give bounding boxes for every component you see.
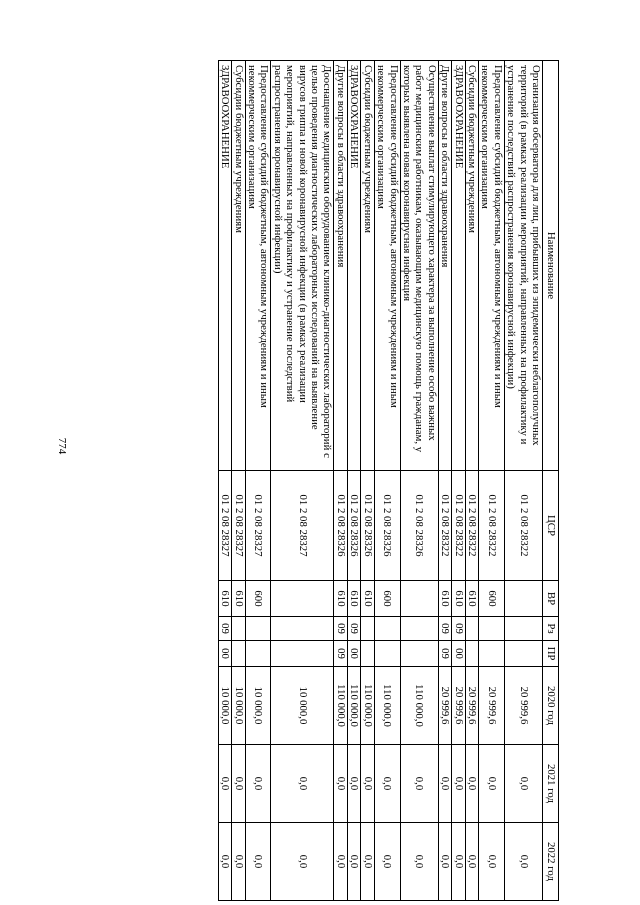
cell-name: Другие вопросы в области здравоохранения xyxy=(438,61,451,471)
table-row xyxy=(347,61,360,901)
table-row xyxy=(400,61,438,901)
cell-name: Предоставление субсидий бюджетным, автономным учреждениям и иным некоммерческим организациям xyxy=(245,61,271,471)
cell-2022: 0,0 xyxy=(245,823,271,901)
cell-pr: 09 xyxy=(334,641,347,667)
cell-csr: 01 2 08 28322 xyxy=(452,471,465,581)
cell-rz xyxy=(400,617,438,641)
cell-2021: 0,0 xyxy=(347,745,360,823)
cell-vr: 610 xyxy=(438,581,451,617)
cell-pr xyxy=(271,641,334,667)
cell-pr xyxy=(361,641,374,667)
table-body xyxy=(218,61,542,901)
cell-vr xyxy=(271,581,334,617)
rotated-table-container xyxy=(69,60,559,900)
table-header-row xyxy=(543,61,559,901)
table-row xyxy=(361,61,374,901)
cell-name: Дооснащение медицинским оборудованием клинико-диагностических лабораторий с целью проведения диагностических лабораторных исследований на выявление вирусов гриппа и новой коронавирусной инфекции (в рамках реализации мероприятий, направленных на профилактику и устранение последствий распространения коронавирусной инфекции) xyxy=(271,61,334,471)
cell-2020: 20 999,6 xyxy=(504,667,542,745)
cell-2021: 0,0 xyxy=(438,745,451,823)
cell-vr: 600 xyxy=(374,581,400,617)
cell-vr: 610 xyxy=(347,581,360,617)
cell-rz: 09 xyxy=(452,617,465,641)
cell-2022: 0,0 xyxy=(504,823,542,901)
cell-2021: 0,0 xyxy=(361,745,374,823)
budget-table xyxy=(218,60,559,901)
cell-rz xyxy=(271,617,334,641)
cell-2020: 110 000,0 xyxy=(374,667,400,745)
cell-2020: 20 999,6 xyxy=(465,667,478,745)
cell-2020: 110 000,0 xyxy=(361,667,374,745)
cell-pr: 00 xyxy=(218,641,231,667)
cell-2022: 0,0 xyxy=(478,823,504,901)
table-row xyxy=(271,61,334,901)
cell-csr: 01 2 08 28326 xyxy=(400,471,438,581)
cell-pr: 00 xyxy=(347,641,360,667)
table-row xyxy=(374,61,400,901)
cell-2020: 10 000,0 xyxy=(218,667,231,745)
cell-csr: 01 2 08 28322 xyxy=(504,471,542,581)
cell-2021: 0,0 xyxy=(245,745,271,823)
cell-2021: 0,0 xyxy=(400,745,438,823)
cell-2022: 0,0 xyxy=(347,823,360,901)
cell-csr: 01 2 08 28326 xyxy=(374,471,400,581)
cell-name: Предоставление субсидий бюджетным, автономным учреждениям и иным некоммерческим организациям xyxy=(374,61,400,471)
cell-2021: 0,0 xyxy=(334,745,347,823)
cell-2020: 20 999,6 xyxy=(438,667,451,745)
cell-2020: 110 000,0 xyxy=(400,667,438,745)
cell-csr: 01 2 08 28322 xyxy=(438,471,451,581)
cell-name: Субсидии бюджетным учреждениям xyxy=(361,61,374,471)
cell-2020: 20 999,6 xyxy=(478,667,504,745)
cell-2020: 20 999,6 xyxy=(452,667,465,745)
cell-2022: 0,0 xyxy=(232,823,245,901)
cell-vr: 610 xyxy=(452,581,465,617)
cell-name: Субсидии бюджетным учреждениям xyxy=(232,61,245,471)
cell-vr xyxy=(400,581,438,617)
cell-csr: 01 2 08 28326 xyxy=(334,471,347,581)
cell-pr: 09 xyxy=(438,641,451,667)
cell-rz: 09 xyxy=(334,617,347,641)
cell-name: ЗДРАВООХРАНЕНИЕ xyxy=(452,61,465,471)
cell-2022: 0,0 xyxy=(374,823,400,901)
cell-pr: 00 xyxy=(452,641,465,667)
cell-2021: 0,0 xyxy=(232,745,245,823)
table-row xyxy=(218,61,231,901)
cell-2021: 0,0 xyxy=(504,745,542,823)
cell-csr: 01 2 08 28327 xyxy=(245,471,271,581)
cell-name: Предоставление субсидий бюджетным, автономным учреждениям и иным некоммерческим организациям xyxy=(478,61,504,471)
header-name: Наименование xyxy=(543,61,559,471)
cell-rz xyxy=(465,617,478,641)
table-row xyxy=(465,61,478,901)
cell-2022: 0,0 xyxy=(271,823,334,901)
table-row xyxy=(478,61,504,901)
cell-vr: 610 xyxy=(361,581,374,617)
cell-csr: 01 2 08 28322 xyxy=(478,471,504,581)
table-row xyxy=(452,61,465,901)
header-2021: 2021 год xyxy=(543,745,559,823)
cell-2022: 0,0 xyxy=(452,823,465,901)
cell-2020: 110 000,0 xyxy=(347,667,360,745)
cell-pr xyxy=(374,641,400,667)
cell-csr: 01 2 08 28327 xyxy=(232,471,245,581)
cell-2022: 0,0 xyxy=(334,823,347,901)
cell-csr: 01 2 08 28327 xyxy=(218,471,231,581)
cell-2022: 0,0 xyxy=(400,823,438,901)
cell-csr: 01 2 08 28327 xyxy=(271,471,334,581)
cell-name: Осуществление выплат стимулирующего характера за выполнение особо важных работ медицинским работникам, оказывающим медицинскую помощь гражданам, у которых выявлена новая коронавирусная инфекция xyxy=(400,61,438,471)
cell-csr: 01 2 08 28326 xyxy=(347,471,360,581)
page-number: 774 xyxy=(56,437,68,455)
cell-pr xyxy=(245,641,271,667)
header-rz: Рз xyxy=(543,617,559,641)
cell-rz xyxy=(361,617,374,641)
cell-2021: 0,0 xyxy=(218,745,231,823)
cell-vr: 610 xyxy=(218,581,231,617)
header-csr: ЦСР xyxy=(543,471,559,581)
cell-2022: 0,0 xyxy=(438,823,451,901)
cell-csr: 01 2 08 28326 xyxy=(361,471,374,581)
cell-name: ЗДРАВООХРАНЕНИЕ xyxy=(347,61,360,471)
header-2022: 2022 год xyxy=(543,823,559,901)
cell-pr xyxy=(232,641,245,667)
cell-rz xyxy=(478,617,504,641)
table-row xyxy=(245,61,271,901)
cell-2021: 0,0 xyxy=(465,745,478,823)
cell-csr: 01 2 08 28322 xyxy=(465,471,478,581)
header-2020: 2020 год xyxy=(543,667,559,745)
cell-pr xyxy=(504,641,542,667)
cell-rz xyxy=(504,617,542,641)
cell-2022: 0,0 xyxy=(465,823,478,901)
table-row xyxy=(232,61,245,901)
cell-vr: 610 xyxy=(465,581,478,617)
cell-2021: 0,0 xyxy=(271,745,334,823)
cell-rz: 09 xyxy=(438,617,451,641)
cell-name: ЗДРАВООХРАНЕНИЕ xyxy=(218,61,231,471)
cell-2021: 0,0 xyxy=(452,745,465,823)
cell-rz xyxy=(374,617,400,641)
cell-name: Субсидии бюджетным учреждениям xyxy=(465,61,478,471)
table-row xyxy=(438,61,451,901)
header-pr: ПР xyxy=(543,641,559,667)
cell-vr: 600 xyxy=(478,581,504,617)
cell-2020: 10 000,0 xyxy=(232,667,245,745)
table-row xyxy=(504,61,542,901)
cell-2021: 0,0 xyxy=(478,745,504,823)
cell-pr xyxy=(478,641,504,667)
cell-vr: 600 xyxy=(245,581,271,617)
cell-2022: 0,0 xyxy=(361,823,374,901)
cell-rz xyxy=(232,617,245,641)
cell-name: Другие вопросы в области здравоохранения xyxy=(334,61,347,471)
cell-rz xyxy=(245,617,271,641)
cell-rz: 09 xyxy=(347,617,360,641)
cell-pr xyxy=(465,641,478,667)
header-vr: ВР xyxy=(543,581,559,617)
cell-2020: 10 000,0 xyxy=(245,667,271,745)
cell-2020: 110 000,0 xyxy=(334,667,347,745)
cell-pr xyxy=(400,641,438,667)
table-row xyxy=(334,61,347,901)
cell-vr: 610 xyxy=(334,581,347,617)
cell-vr: 610 xyxy=(232,581,245,617)
cell-2021: 0,0 xyxy=(374,745,400,823)
cell-rz: 09 xyxy=(218,617,231,641)
cell-name: Организация обсерватора для лиц, прибывших из эпидемически неблагополучных территорий (в рамках реализации мероприятий, направленных на профилактику и устранение последствий распространения коронавирусной инфекции) xyxy=(504,61,542,471)
cell-vr xyxy=(504,581,542,617)
cell-2022: 0,0 xyxy=(218,823,231,901)
cell-2020: 10 000,0 xyxy=(271,667,334,745)
